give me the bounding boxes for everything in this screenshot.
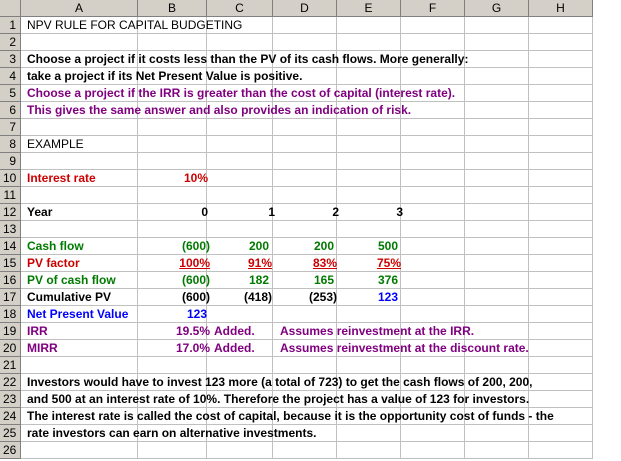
pv-cash-flow-1: 182	[248, 273, 269, 287]
cumulative-pv-label: Cumulative PV	[27, 290, 112, 304]
pv-factor-1: 91%	[247, 256, 272, 270]
cell-g18[interactable]	[465, 306, 529, 323]
cell-c9[interactable]	[207, 153, 273, 170]
cash-flow-3: 500	[377, 239, 398, 253]
cell-f14[interactable]	[401, 238, 465, 255]
cell-e13[interactable]	[337, 221, 401, 238]
cell-d21[interactable]	[273, 357, 337, 374]
cell-h15[interactable]	[529, 255, 593, 272]
row-header-5[interactable]: 5	[0, 85, 21, 102]
cell-c2[interactable]	[207, 34, 273, 51]
cell-g16[interactable]	[465, 272, 529, 289]
cell-h12[interactable]	[529, 204, 593, 221]
cell-e2[interactable]	[337, 34, 401, 51]
cell-a7[interactable]	[21, 119, 138, 136]
column-header-e[interactable]: E	[337, 0, 401, 17]
cumulative-pv-0: (600)	[181, 290, 210, 304]
row-header-14[interactable]: 14	[0, 238, 21, 255]
cash-flow-1: 200	[248, 239, 269, 253]
row-header-19[interactable]: 19	[0, 323, 21, 340]
cell-d11[interactable]	[273, 187, 337, 204]
pv-factor-3: 75%	[376, 256, 401, 270]
cell-a9[interactable]	[21, 153, 138, 170]
cell-g14[interactable]	[465, 238, 529, 255]
cell-f9[interactable]	[401, 153, 465, 170]
cell-f21[interactable]	[401, 357, 465, 374]
explanation-line-22: Investors would have to invest 123 more (a total of 723) to get the cash flows of 200, 200,	[27, 375, 533, 389]
cell-e10[interactable]	[337, 170, 401, 187]
row-header-26[interactable]: 26	[0, 442, 21, 459]
cell-f10[interactable]	[401, 170, 465, 187]
column-header-b[interactable]: B	[138, 0, 207, 17]
cell-c8[interactable]	[207, 136, 273, 153]
cell-f11[interactable]	[401, 187, 465, 204]
cell-c13[interactable]	[207, 221, 273, 238]
cell-g5[interactable]	[465, 85, 529, 102]
row-header-3[interactable]: 3	[0, 51, 21, 68]
cell-g13[interactable]	[465, 221, 529, 238]
cell-f2[interactable]	[401, 34, 465, 51]
explanation-line-24: The interest rate is called the cost of capital, because it is the opportunity cost of funds - the	[27, 409, 554, 423]
cell-a26[interactable]	[21, 442, 138, 459]
npv-value: 123	[186, 307, 207, 321]
cell-g10[interactable]	[465, 170, 529, 187]
cell-c18[interactable]	[207, 306, 273, 323]
cell-b8[interactable]	[138, 136, 207, 153]
cash-flow-2: 200	[313, 239, 334, 253]
cell-g17[interactable]	[465, 289, 529, 306]
cell-e1[interactable]	[337, 17, 401, 34]
row-header-24[interactable]: 24	[0, 408, 21, 425]
cell-c10[interactable]	[207, 170, 273, 187]
cash-flow-label: Cash flow	[27, 239, 84, 253]
cell-g12[interactable]	[465, 204, 529, 221]
rule-line-6: This gives the same answer and also provides an indication of risk.	[27, 103, 412, 117]
cell-g6[interactable]	[465, 102, 529, 119]
cash-flow-0: (600)	[181, 239, 210, 253]
cell-d7[interactable]	[273, 119, 337, 136]
row-header-15[interactable]: 15	[0, 255, 21, 272]
cell-f7[interactable]	[401, 119, 465, 136]
cell-h23[interactable]	[529, 391, 593, 408]
irr-note: Assumes reinvestment at the IRR.	[280, 324, 475, 338]
select-all-corner[interactable]	[0, 0, 21, 17]
cell-a2[interactable]	[21, 34, 138, 51]
row-header-11[interactable]: 11	[0, 187, 21, 204]
interest-rate-value: 10%	[183, 171, 208, 185]
cell-b13[interactable]	[138, 221, 207, 238]
irr-label: IRR	[27, 324, 48, 338]
explanation-line-25: rate investors can earn on alternative investments.	[27, 426, 317, 440]
column-header-h[interactable]: H	[529, 0, 593, 17]
cell-h2[interactable]	[529, 34, 593, 51]
row-header-22[interactable]: 22	[0, 374, 21, 391]
cell-b11[interactable]	[138, 187, 207, 204]
cell-f26[interactable]	[401, 442, 465, 459]
pv-cash-flow-3: 376	[377, 273, 398, 287]
cell-e7[interactable]	[337, 119, 401, 136]
cell-c26[interactable]	[207, 442, 273, 459]
explanation-line-23: and 500 at an interest rate of 10%. Therefore the project has a value of 123 for investors.	[27, 392, 530, 406]
cell-e26[interactable]	[337, 442, 401, 459]
cell-h4[interactable]	[529, 68, 593, 85]
cell-h3[interactable]	[529, 51, 593, 68]
column-header-c[interactable]: C	[207, 0, 273, 17]
cell-d18[interactable]	[273, 306, 337, 323]
row-header-6[interactable]: 6	[0, 102, 21, 119]
cell-e18[interactable]	[337, 306, 401, 323]
row-header-7[interactable]: 7	[0, 119, 21, 136]
cell-b2[interactable]	[138, 34, 207, 51]
row-header-17[interactable]: 17	[0, 289, 21, 306]
year-3: 3	[396, 205, 403, 219]
mirr-label: MIRR	[27, 341, 58, 355]
irr-value: 19.5%	[175, 324, 210, 338]
cell-h1[interactable]	[529, 17, 593, 34]
cell-h19[interactable]	[529, 323, 593, 340]
column-header-f[interactable]: F	[401, 0, 465, 17]
cell-h10[interactable]	[529, 170, 593, 187]
row-header-16[interactable]: 16	[0, 272, 21, 289]
cumulative-pv-3: 123	[377, 290, 398, 304]
pv-factor-0: 100%	[179, 256, 210, 270]
cell-d1[interactable]	[273, 17, 337, 34]
column-header-a[interactable]: A	[21, 0, 138, 17]
cell-h18[interactable]	[529, 306, 593, 323]
cell-b26[interactable]	[138, 442, 207, 459]
cell-g19[interactable]	[465, 323, 529, 340]
cell-e25[interactable]	[337, 425, 401, 442]
cell-c7[interactable]	[207, 119, 273, 136]
row-header-20[interactable]: 20	[0, 340, 21, 357]
cell-g11[interactable]	[465, 187, 529, 204]
mirr-added: Added.	[214, 341, 255, 355]
cell-c11[interactable]	[207, 187, 273, 204]
cell-g1[interactable]	[465, 17, 529, 34]
cell-a21[interactable]	[21, 357, 138, 374]
sheet-title: NPV RULE FOR CAPITAL BUDGETING	[27, 18, 243, 32]
year-2: 2	[332, 205, 339, 219]
cell-h25[interactable]	[529, 425, 593, 442]
cell-a11[interactable]	[21, 187, 138, 204]
cell-h7[interactable]	[529, 119, 593, 136]
rule-line-3: Choose a project if it costs less than the PV of its cash flows. More generally:	[27, 52, 469, 66]
cell-g9[interactable]	[465, 153, 529, 170]
cell-f16[interactable]	[401, 272, 465, 289]
rule-line-4: take a project if its Net Present Value is positive.	[27, 69, 303, 83]
row-header-8[interactable]: 8	[0, 136, 21, 153]
cell-d10[interactable]	[273, 170, 337, 187]
pv-cash-flow-0: (600)	[181, 273, 210, 287]
cell-e11[interactable]	[337, 187, 401, 204]
interest-rate-label: Interest rate	[27, 171, 96, 185]
cell-d2[interactable]	[273, 34, 337, 51]
cell-h6[interactable]	[529, 102, 593, 119]
cell-f25[interactable]	[401, 425, 465, 442]
cell-e21[interactable]	[337, 357, 401, 374]
cell-h5[interactable]	[529, 85, 593, 102]
pv-cash-flow-label: PV of cash flow	[27, 273, 116, 287]
cell-b7[interactable]	[138, 119, 207, 136]
cell-h22[interactable]	[529, 374, 593, 391]
row-header-25[interactable]: 25	[0, 425, 21, 442]
cell-h20[interactable]	[529, 340, 593, 357]
column-header-d[interactable]: D	[273, 0, 337, 17]
cell-e8[interactable]	[337, 136, 401, 153]
cell-g25[interactable]	[465, 425, 529, 442]
cell-d26[interactable]	[273, 442, 337, 459]
cell-b9[interactable]	[138, 153, 207, 170]
row-header-10[interactable]: 10	[0, 170, 21, 187]
row-header-23[interactable]: 23	[0, 391, 21, 408]
cell-g15[interactable]	[465, 255, 529, 272]
cell-g21[interactable]	[465, 357, 529, 374]
year-1: 1	[268, 205, 275, 219]
cell-g26[interactable]	[465, 442, 529, 459]
cell-h17[interactable]	[529, 289, 593, 306]
cell-h13[interactable]	[529, 221, 593, 238]
npv-label: Net Present Value	[27, 307, 129, 321]
row-header-12[interactable]: 12	[0, 204, 21, 221]
cell-d13[interactable]	[273, 221, 337, 238]
pv-cash-flow-2: 165	[313, 273, 334, 287]
column-header-g[interactable]: G	[465, 0, 529, 17]
cell-g4[interactable]	[465, 68, 529, 85]
mirr-note: Assumes reinvestment at the discount rate.	[280, 341, 529, 355]
cell-h8[interactable]	[529, 136, 593, 153]
cell-f12[interactable]	[401, 204, 465, 221]
year-label: Year	[27, 205, 53, 219]
cell-b21[interactable]	[138, 357, 207, 374]
cell-f13[interactable]	[401, 221, 465, 238]
row-header-21[interactable]: 21	[0, 357, 21, 374]
cumulative-pv-2: (253)	[308, 290, 337, 304]
row-header-2[interactable]: 2	[0, 34, 21, 51]
cell-e4[interactable]	[337, 68, 401, 85]
cell-f15[interactable]	[401, 255, 465, 272]
cell-g7[interactable]	[465, 119, 529, 136]
cell-h14[interactable]	[529, 238, 593, 255]
cell-h9[interactable]	[529, 153, 593, 170]
cell-g3[interactable]	[465, 51, 529, 68]
cell-h21[interactable]	[529, 357, 593, 374]
cell-d8[interactable]	[273, 136, 337, 153]
cell-h11[interactable]	[529, 187, 593, 204]
cell-g8[interactable]	[465, 136, 529, 153]
row-header-1[interactable]: 1	[0, 17, 21, 34]
year-0: 0	[201, 205, 208, 219]
cell-f4[interactable]	[401, 68, 465, 85]
cell-h16[interactable]	[529, 272, 593, 289]
row-header-9[interactable]: 9	[0, 153, 21, 170]
cell-f17[interactable]	[401, 289, 465, 306]
cell-f18[interactable]	[401, 306, 465, 323]
cell-c21[interactable]	[207, 357, 273, 374]
cell-f1[interactable]	[401, 17, 465, 34]
row-header-13[interactable]: 13	[0, 221, 21, 238]
cell-g2[interactable]	[465, 34, 529, 51]
cell-a13[interactable]	[21, 221, 138, 238]
pv-factor-2: 83%	[312, 256, 337, 270]
cell-f8[interactable]	[401, 136, 465, 153]
cell-d9[interactable]	[273, 153, 337, 170]
cumulative-pv-1: (418)	[243, 290, 272, 304]
row-header-18[interactable]: 18	[0, 306, 21, 323]
example-heading: EXAMPLE	[27, 137, 84, 151]
cell-e9[interactable]	[337, 153, 401, 170]
cell-h26[interactable]	[529, 442, 593, 459]
irr-added: Added.	[214, 324, 255, 338]
rule-line-5: Choose a project if the IRR is greater than the cost of capital (interest rate).	[27, 86, 456, 100]
row-header-4[interactable]: 4	[0, 68, 21, 85]
mirr-value: 17.0%	[175, 341, 210, 355]
pv-factor-label: PV factor	[27, 256, 80, 270]
